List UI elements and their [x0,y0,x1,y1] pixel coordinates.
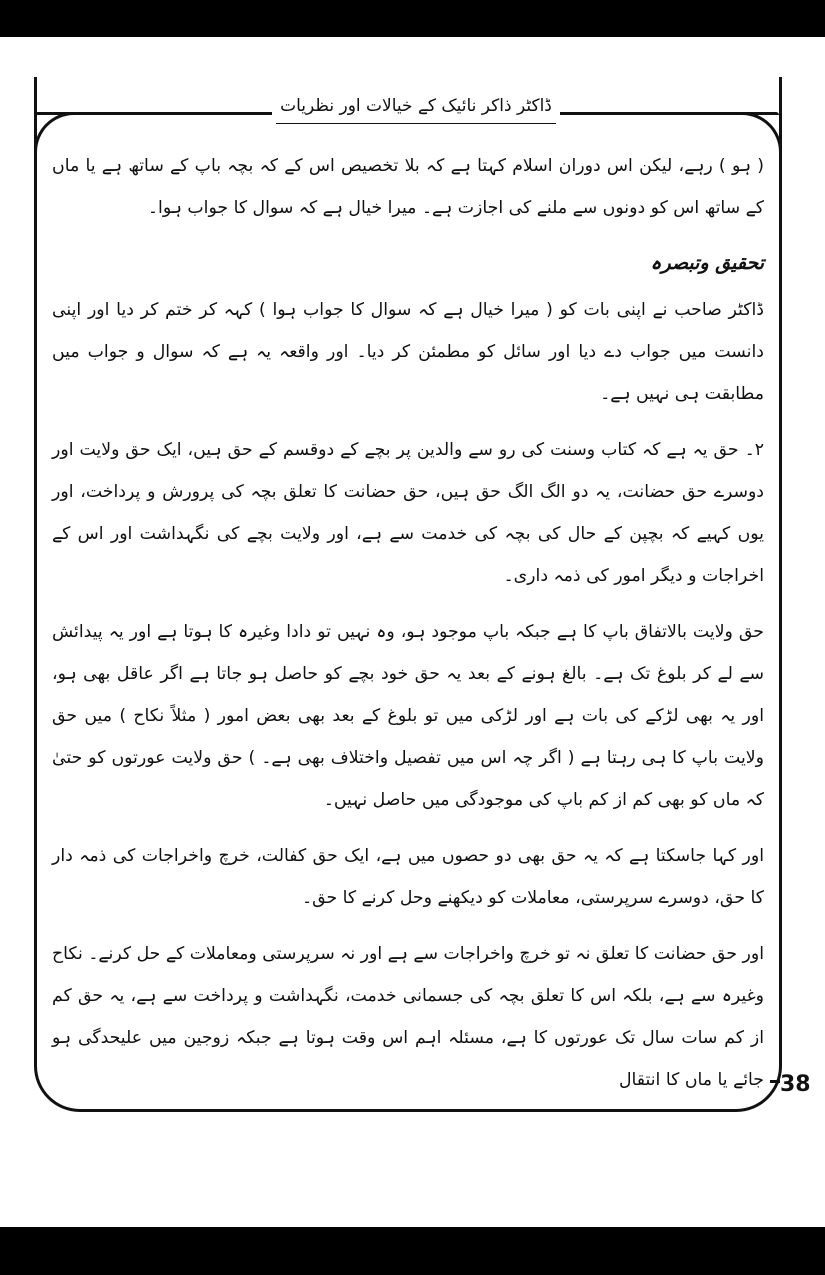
running-title-underline [276,123,556,124]
paragraph: اور حق حضانت کا تعلق نہ تو خرچ واخراجات سے ہے اور نہ سرپرستی ومعاملات کے حل کرنے۔ نکاح وغیرہ سے ہے، بلکہ اس کا تعلق بچہ کی جسمانی خدمت، نگہداشت و پرداخت سے ہے، یہ حق کم از کم سات سال تک عورتوں کا ہے، مسئلہ اہم اس وقت ہوتا ہے جبکہ زوجین میں علیحدگی ہو جائے یا ماں کا انتقال [52,944,764,1090]
page-number-rule [770,1080,780,1083]
section-heading: تحقیق وتبصرہ [650,252,764,274]
paragraph: ڈاکٹر صاحب نے اپنی بات کو ( میرا خیال ہے کہ سوال کا جواب ہوا ) کہہ کر ختم کر دیا اور اپنی دانست میں جواب دے دیا اور سائل کو مطمئن کر دیا۔ اور واقعہ یہ ہے کہ سوال و جواب میں مطابقت ہی نہیں ہے۔ [52,300,764,404]
page-content [52,145,764,1115]
running-title: ڈاکٹر ذاکر نائیک کے خیالات اور نظریات [280,96,552,116]
paragraph: ۲۔ حق یہ ہے کہ کتاب وسنت کی رو سے والدین پر بچے کے دوقسم کے حق ہیں، ایک حق ولایت اور دوسرے حق حضانت، یہ دو الگ الگ حق ہیں، حق حضانت کا تعلق بچہ کی پرورش و پرداخت، اور یوں کہیے کہ بچپن کے حال کی بچہ کی خدمت سے ہے، اور ولایت بچے کی نگہداشت اور اس کے اخراجات و دیگر امور کی ذمہ داری۔ [52,440,764,586]
paragraph: اور کہا جاسکتا ہے کہ یہ حق بھی دو حصوں میں ہے، ایک حق کفالت، خرچ واخراجات کی ذمہ دار کا حق، دوسرے سرپرستی، معاملات کو دیکھنے وحل کرنے کا حق۔ [52,846,764,908]
book-page [0,37,825,1227]
paragraph: ( ہو ) رہے، لیکن اس دوران اسلام کہتا ہے کہ بلا تخصیص اس کے کہ بچہ باپ کے ساتھ ہے یا ماں کے ساتھ اس کو دونوں سے ملنے کی اجازت ہے۔ میرا خیال ہے کہ سوال کا جواب ہوا۔ [52,156,764,218]
paragraph: حق ولایت بالاتفاق باپ کا ہے جبکہ باپ موجود ہو، وہ نہیں تو دادا وغیرہ کا ہوتا ہے اور یہ پیدائش سے لے کر بلوغ تک ہے۔ بالغ ہونے کے بعد یہ حق خود بچے کو حاصل ہو جاتا ہے اگر عاقل بھی ہو، اور یہ بھی لڑکے کی بات ہے اور لڑکی میں تو بلوغ کے بعد بھی بعض امور ( مثلاً نکاح ) میں حق ولایت باپ کا ہی رہتا ہے ( اگر چہ اس میں تفصیل واختلاف بھی ہے۔ ) حق ولایت عورتوں کو حتیٰ کہ ماں کو بھی کم از کم باپ کی موجودگی میں حاصل نہیں۔ [52,622,764,810]
page-number: 38 [780,1072,811,1097]
